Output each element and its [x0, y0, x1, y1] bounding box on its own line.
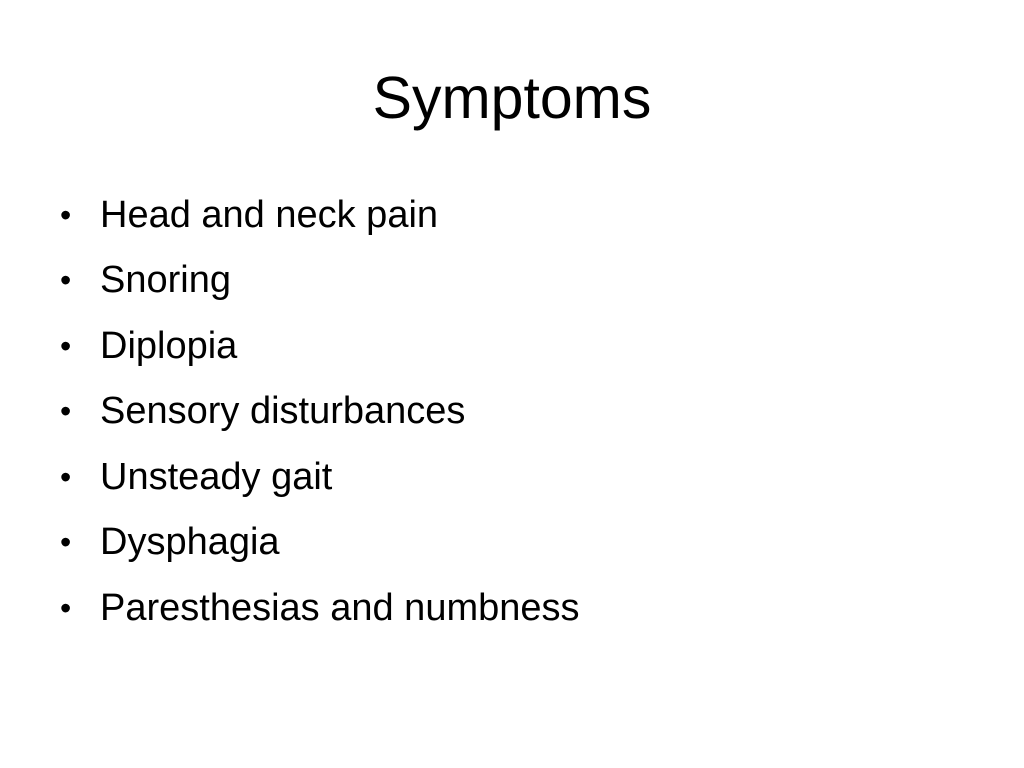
bullet-icon: •	[60, 589, 72, 626]
list-item	[56, 510, 580, 576]
list-item	[56, 248, 580, 314]
bullet-list	[56, 182, 580, 641]
list-item	[56, 444, 580, 510]
bullet-icon: •	[60, 458, 72, 495]
list-item-text: Diplopia	[100, 324, 238, 367]
list-item-text: Paresthesias and numbness	[100, 586, 580, 629]
bullet-icon: •	[60, 524, 72, 561]
bullet-icon: •	[60, 196, 72, 233]
list-item	[56, 182, 580, 248]
list-item-text: Sensory disturbances	[100, 390, 466, 433]
list-item	[56, 379, 580, 445]
list-item-text: Dysphagia	[100, 521, 280, 564]
list-item	[56, 313, 580, 379]
list-item-text: Unsteady gait	[100, 455, 333, 498]
bullet-icon: •	[60, 393, 72, 430]
bullet-icon: •	[60, 327, 72, 364]
slide-title: Symptoms	[372, 65, 652, 131]
list-item-text: Snoring	[100, 259, 231, 302]
list-item	[56, 575, 580, 641]
list-item-text: Head and neck pain	[100, 193, 439, 236]
bullet-icon: •	[60, 262, 72, 299]
